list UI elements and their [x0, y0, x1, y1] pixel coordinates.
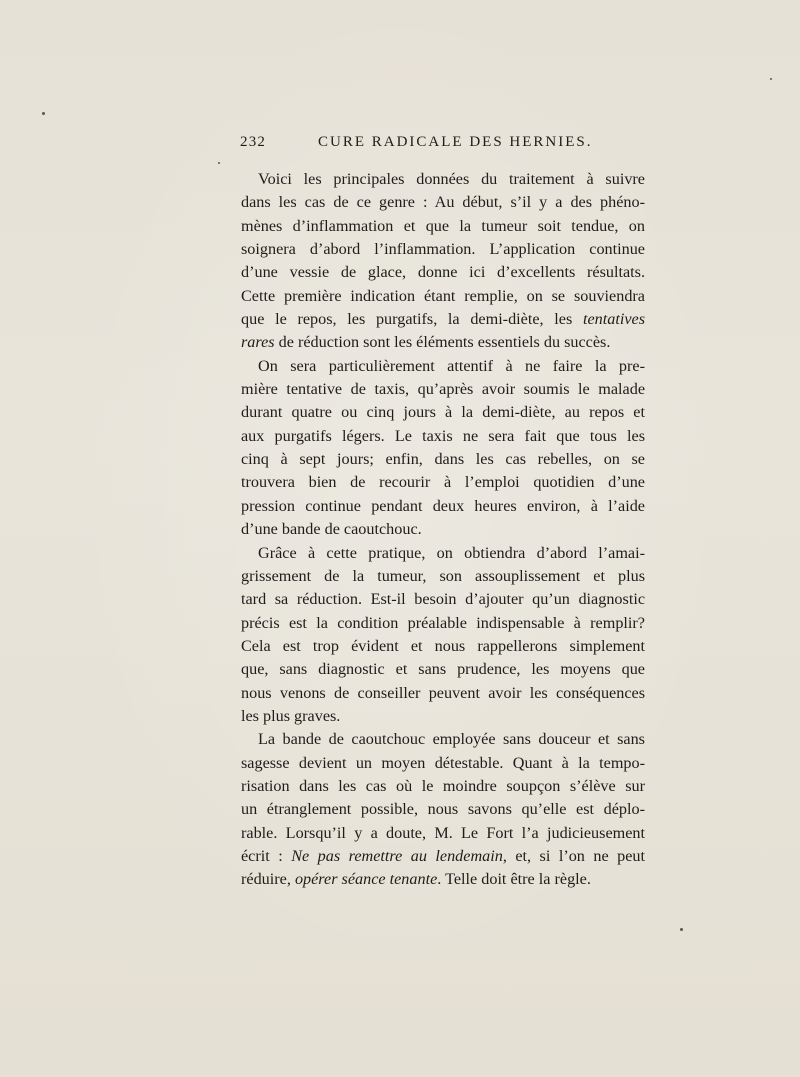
text-run: . Telle doit être la règle.	[437, 870, 591, 889]
text-run: soignera d’abord l’inflammation. L’application continue	[241, 240, 645, 259]
text-line	[241, 331, 645, 354]
page-number: 232	[240, 134, 267, 150]
text-line	[241, 238, 645, 261]
text-line	[241, 682, 645, 705]
text-run: Cette première indication étant remplie, on se souviendra	[241, 286, 645, 305]
text-run: On sera particulièrement attentif à ne faire la pre-	[258, 356, 645, 375]
italic-run: Ne pas remettre au lendemain	[291, 846, 503, 865]
text-run: aux purgatifs légers. Le taxis ne sera fait que tous les	[241, 426, 645, 445]
text-run: réduire,	[241, 870, 295, 889]
text-run: sagesse devient un moyen détestable. Quant à la tempo-	[241, 753, 645, 772]
text-run: mènes d’inflammation et que la tumeur soit tendue, on	[241, 216, 645, 235]
text-line	[241, 565, 645, 588]
text-line	[241, 658, 645, 681]
page-header	[240, 134, 650, 156]
text-line	[241, 215, 645, 238]
text-run: mière tentative de taxis, qu’après avoir soumis le malade	[241, 380, 645, 399]
text-line	[241, 401, 645, 424]
paragraph	[241, 542, 645, 729]
text-line	[241, 308, 645, 331]
text-line	[241, 495, 645, 518]
text-run: La bande de caoutchouc employée sans douceur et sans	[258, 730, 645, 749]
text-run: de réduction sont les éléments essentiels du succès.	[274, 333, 611, 352]
text-line	[241, 775, 645, 798]
text-line	[241, 448, 645, 471]
text-line	[241, 378, 645, 401]
text-run: durant quatre ou cinq jours à la demi-diète, au repos et	[241, 403, 645, 422]
paper-speck	[770, 78, 772, 80]
text-line	[241, 285, 645, 308]
text-run: dans les cas de ce genre : Au début, s’il y a des phéno-	[241, 193, 645, 212]
body-text	[241, 168, 645, 892]
text-line	[241, 635, 645, 658]
text-run: cinq à sept jours; enfin, dans les cas rebelles, on se	[241, 450, 645, 469]
text-run: les plus graves.	[241, 706, 341, 725]
text-line	[241, 355, 645, 378]
text-line	[241, 612, 645, 635]
text-run: d’une bande de caoutchouc.	[241, 520, 422, 539]
text-line	[241, 471, 645, 494]
text-line	[241, 752, 645, 775]
text-run: trouvera bien de recourir à l’emploi quotidien d’une	[241, 473, 645, 492]
paper-speck	[218, 162, 220, 164]
text-line	[241, 705, 645, 728]
paper-speck	[680, 928, 683, 931]
text-run: , et, si l’on ne peut	[502, 846, 645, 865]
text-line	[241, 728, 645, 751]
text-line	[241, 542, 645, 565]
italic-run: tentatives	[582, 310, 645, 329]
text-run: que, sans diagnostic et sans prudence, les moyens que	[241, 660, 645, 679]
paragraph	[241, 728, 645, 891]
text-line	[241, 425, 645, 448]
text-line	[241, 588, 645, 611]
text-run: nous venons de conseiller peuvent avoir les conséquences	[241, 683, 645, 702]
text-run: risation dans les cas où le moindre soupçon s’élève sur	[241, 776, 645, 795]
italic-run: rares	[241, 333, 275, 352]
text-run: tard sa réduction. Est-il besoin d’ajouter qu’un diagnostic	[241, 590, 645, 609]
text-run: écrit :	[241, 846, 292, 865]
running-title: CURE RADICALE DES HERNIES.	[318, 134, 593, 150]
text-line	[241, 822, 645, 845]
text-line	[241, 191, 645, 214]
text-run: Cela est trop évident et nous rappellerons simplement	[241, 636, 645, 655]
text-run: que le repos, les purgatifs, la demi-diète, les	[241, 310, 583, 329]
italic-run: opérer séance tenante	[294, 870, 438, 889]
text-run: rable. Lorsqu’il y a doute, M. Le Fort l’a judicieusement	[241, 823, 645, 842]
text-line	[241, 845, 645, 868]
text-line	[241, 261, 645, 284]
text-run: précis est la condition préalable indispensable à remplir?	[241, 613, 645, 632]
text-line	[241, 518, 645, 541]
text-run: Grâce à cette pratique, on obtiendra d’abord l’amai-	[258, 543, 645, 562]
text-line	[241, 168, 645, 191]
text-line	[241, 868, 645, 891]
text-run: un étranglement possible, nous savons qu’elle est déplo-	[241, 800, 645, 819]
text-run: Voici les principales données du traitement à suivre	[258, 170, 645, 188]
text-run: grissement de la tumeur, son assouplissement et plus	[241, 566, 645, 585]
paper-speck	[42, 112, 45, 115]
text-line	[241, 798, 645, 821]
text-run: pression continue pendant deux heures environ, à l’aide	[241, 496, 645, 515]
text-run: d’une vessie de glace, donne ici d’excellents résultats.	[241, 263, 645, 282]
paragraph	[241, 355, 645, 542]
paragraph	[241, 168, 645, 355]
